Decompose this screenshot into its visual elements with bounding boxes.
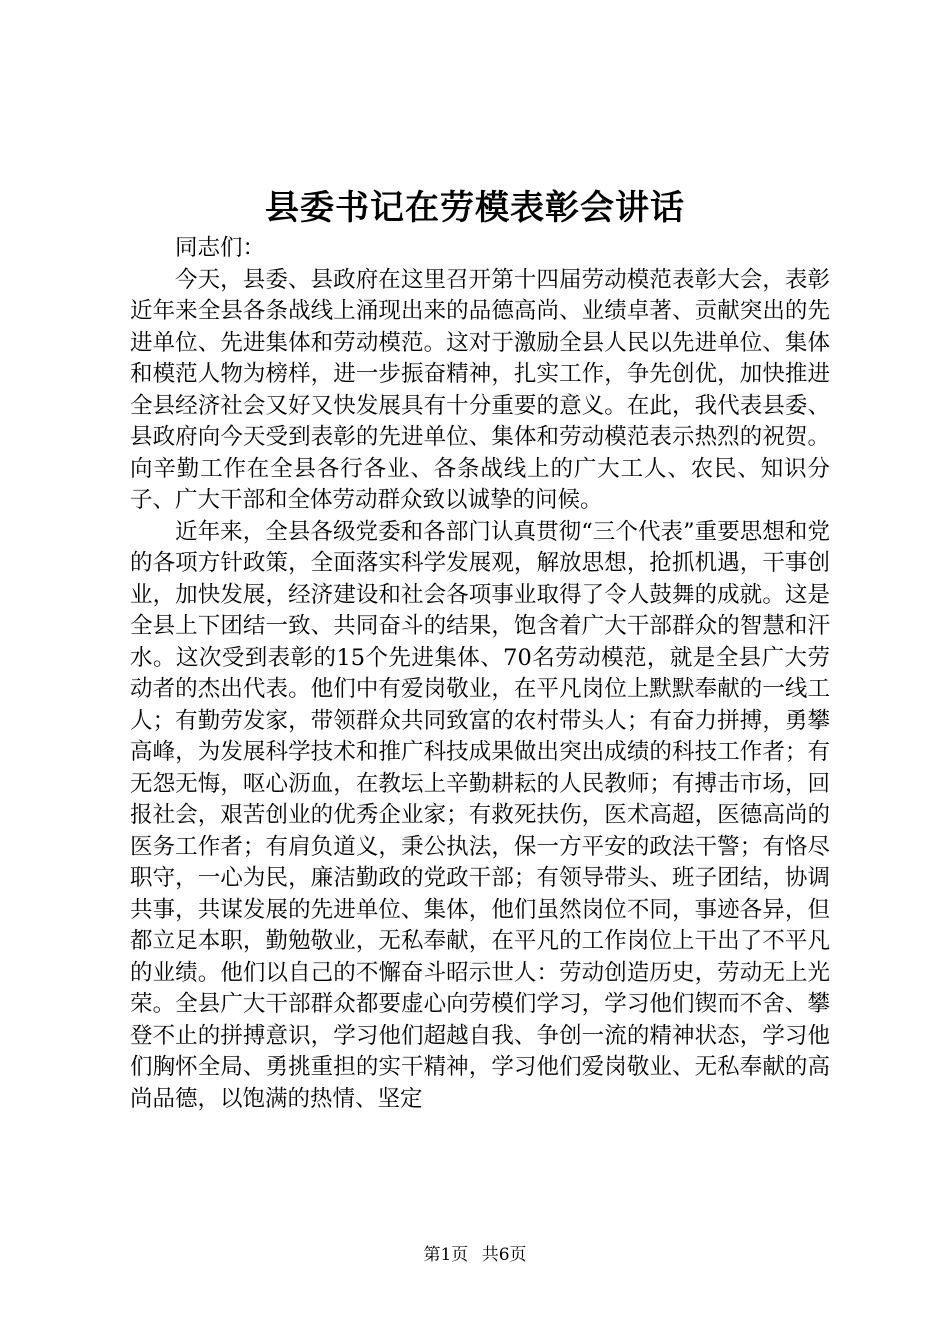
page-number: 第1页 xyxy=(423,1245,469,1265)
salutation: 同志们： xyxy=(175,235,266,261)
document-title: 县委书记在劳模表彰会讲话 xyxy=(265,188,685,228)
page-footer xyxy=(0,1243,950,1267)
paragraph: 近年来，全县各级党委和各部门认真贯彻“三个代表”重要思想和党的各项方针政策，全面落实科学发展观，解放思想，抢抓机遇，干事创业，加快发展，经济建设和社会各项事业取得了令人鼓舞的成就。这是全县上下团结一致、共同奋斗的结果，饱含着广大干部群众的智慧和汗水。这次受到表彰的15个先进集体、70名劳动模范，就是全县广大劳动者的杰出代表。他们中有爱岗敬业，在平凡岗位上默默奉献的一线工人；有勤劳发家，带领群众共同致富的农村带头人；有奋力拼搏，勇攀高峰，为发展科学技术和推广科技成果做出突出成绩的科技工作者；有无怨无悔，呕心沥血，在教坛上辛勤耕耘的人民教师；有搏击市场，回报社会，艰苦创业的优秀企业家；有救死扶伤，医术高超，医德高尚的医务工作者；有肩负道义，秉公执法，保一方平安的政法干警；有恪尽职守，一心为民，廉洁勤政的党政干部；有领导带头、班子团结，协调共事，共谋发展的先进单位、集体，他们虽然岗位不同，事迹各异，但都立足本职，勤勉敬业，无私奉献，在平凡的工作岗位上干出了不平凡的业绩。他们以自己的不懈奋斗昭示世人：劳动创造历史，劳动无上光荣。全县广大干部群众都要虚心向劳模们学习，学习他们锲而不舍、攀登不止的拼搏意识，学习他们超越自我、争创一流的精神状态，学习他们胸怀全局、勇挑重担的实干精神，学习他们爱岗敬业、无私奉献的高尚品德，以饱满的热情、坚定 xyxy=(130,518,830,1112)
document-body xyxy=(130,233,830,1115)
page-total: 共6页 xyxy=(481,1245,527,1265)
paragraph: 今天，县委、县政府在这里召开第十四届劳动模范表彰大会，表彰近年来全县各条战线上涌现出来的品德高尚、业绩卓著、贡献突出的先进单位、先进集体和劳动模范。这对于激励全县人民以先进单位、集体和模范人物为榜样，进一步振奋精神，扎实工作，争先创优，加快推进全县经济社会又好又快发展具有十分重要的意义。在此，我代表县委、县政府向今天受到表彰的先进单位、集体和劳动模范表示热烈的祝贺。向辛勤工作在全县各行各业、各条战线上的广大工人、农民、知识分子、广大干部和全体劳动群众致以诚挚的问候。 xyxy=(130,266,830,513)
